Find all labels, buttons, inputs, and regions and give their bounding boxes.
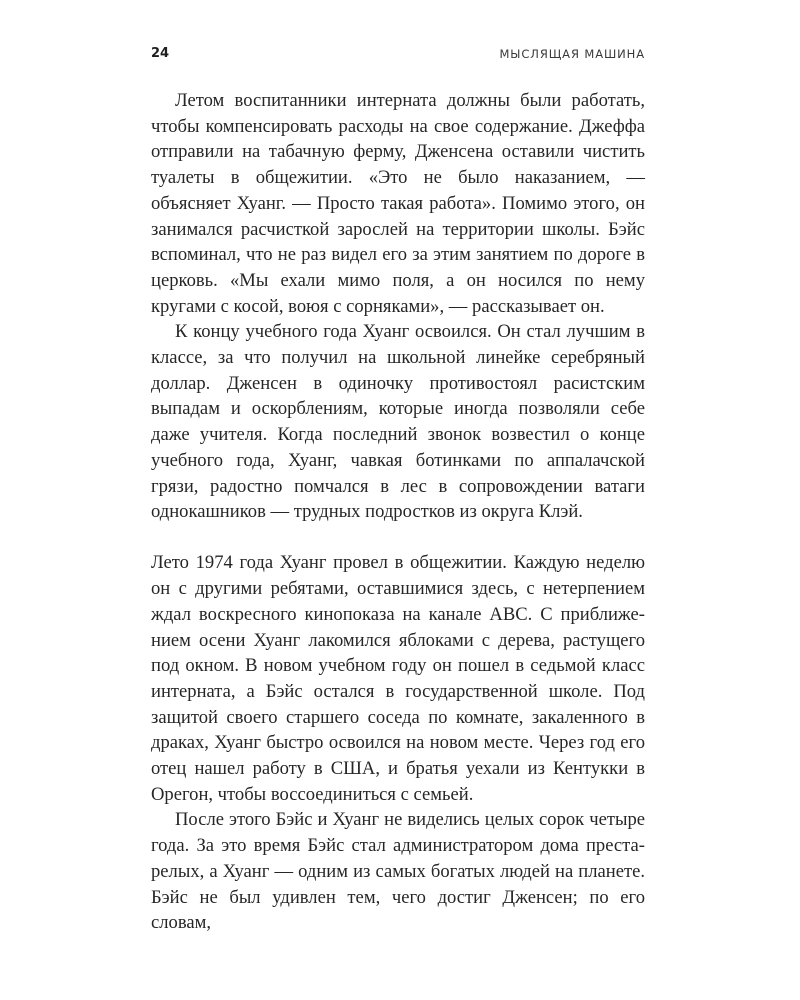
- paragraph: К концу учебного года Хуанг освоился. Он стал лучшим в классе, за что получил на школьной линейке серебряный доллар. Дженсен в одиночку противостоял расистским выпадам и оскорблениям, которые иногда позволяли себе даже учителя. Когда последний звонок возвестил о конце учебного года, Хуанг, чавкая ботинками по аппалачской грязи, радостно помчался в лес в сопровождении ватаги однокашников — трудных подростков из округа Клэй.: [151, 321, 645, 523]
- section-break: [151, 525, 645, 551]
- paragraph: Лето 1974 года Хуанг провел в общежитии. Каждую неделю он с другими ребятами, оставшимися здесь, с нетерпением ждал воскресного кинопоказа на канале ABC. С приближением осени Хуанг лакомился яблоками с дерева, растущего под окном. В новом учебном году он пошел в седьмой класс интерната, а Бэйс остался в государственной школе. Под защитой своего старшего соседа по комнате, закаленного в драках, Хуанг быстро освоился на новом месте. Через год его отец нашел работу в США, и братья уехали из Кентукки в Орегон, чтобы воссоединиться с семьей.: [151, 552, 645, 805]
- page-header: [151, 46, 645, 66]
- page-number: 24: [151, 46, 170, 61]
- paragraph: После этого Бэйс и Хуанг не виделись целых сорок четыре года. За это время Бэйс стал администратором дома престарелых, а Хуанг — одним из самых богатых людей на планете. Бэйс не был удивлен тем, чего достиг Дженсен; по его словам,: [151, 809, 645, 934]
- running-title: МЫСЛЯЩАЯ МАШИНА: [499, 47, 645, 61]
- body-text: [151, 88, 645, 936]
- paragraph: Летом воспитанники интерната должны были работать, чтобы компенсировать расходы на свое содержание. Джеффа отправили на табачную ферму, Дженсена оставили чистить туалеты в общежитии. «Это не было наказанием, — объясняет Хуанг. — Просто такая работа». Помимо этого, он занимался расчисткой зарослей на территории школы. Бэйс вспоминал, что не раз видел его за этим занятием по дороге в церковь. «Мы ехали мимо поля, а он носился по нему кругами с косой, воюя с сорняками», — рассказывает он.: [151, 90, 645, 317]
